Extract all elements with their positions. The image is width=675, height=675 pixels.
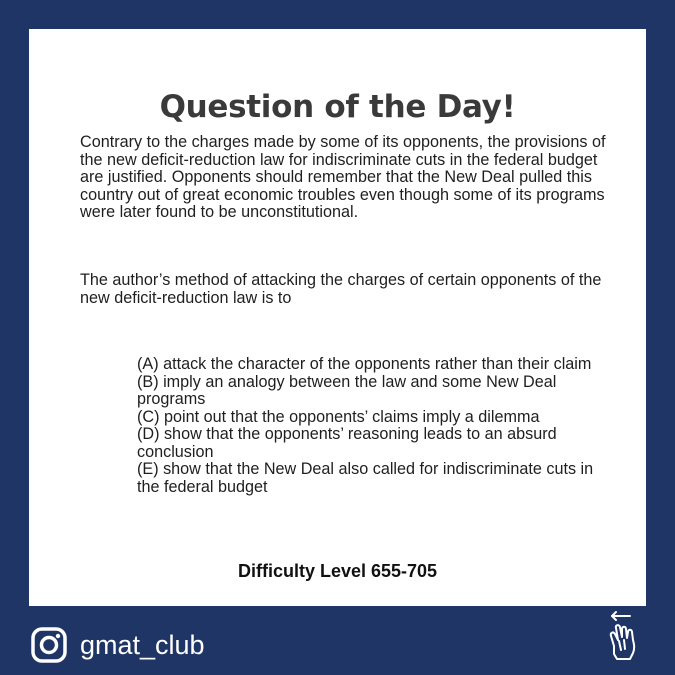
instagram-icon [30, 626, 68, 664]
choice-c: (C) point out that the opponents’ claims imply a dilemma [137, 407, 540, 426]
choice-a: (A) attack the character of the opponents rather than their claim [137, 355, 592, 373]
choice-d: (D) show that the opponents’ reasoning leads to an absurd conclusion [137, 425, 557, 461]
page-title: Question of the Day! [159, 89, 516, 125]
choice-b: (B) imply an analogy between the law and some New Deal programs [137, 372, 557, 408]
question-card [29, 29, 646, 606]
instagram-handle[interactable]: gmat_club [80, 630, 205, 660]
swipe-hand-icon [600, 610, 644, 662]
question-stem: The author’s method of attacking the charges of certain opponents of the new deficit-reduction law is to [80, 271, 602, 307]
difficulty-level: Difficulty Level 655-705 [237, 561, 438, 581]
answer-choices [137, 356, 607, 496]
passage-text: Contrary to the charges made by some of its opponents, the provisions of the new deficit-reduction law for indiscriminate cuts in the federal budget are justified. Opponents should remember that the New Deal pulled this country out of great economic troubles even though some of its programs were later found to be unconstitutional. [80, 133, 606, 221]
choice-e: (E) show that the New Deal also called for indiscriminate cuts in the federal budget [137, 460, 594, 496]
